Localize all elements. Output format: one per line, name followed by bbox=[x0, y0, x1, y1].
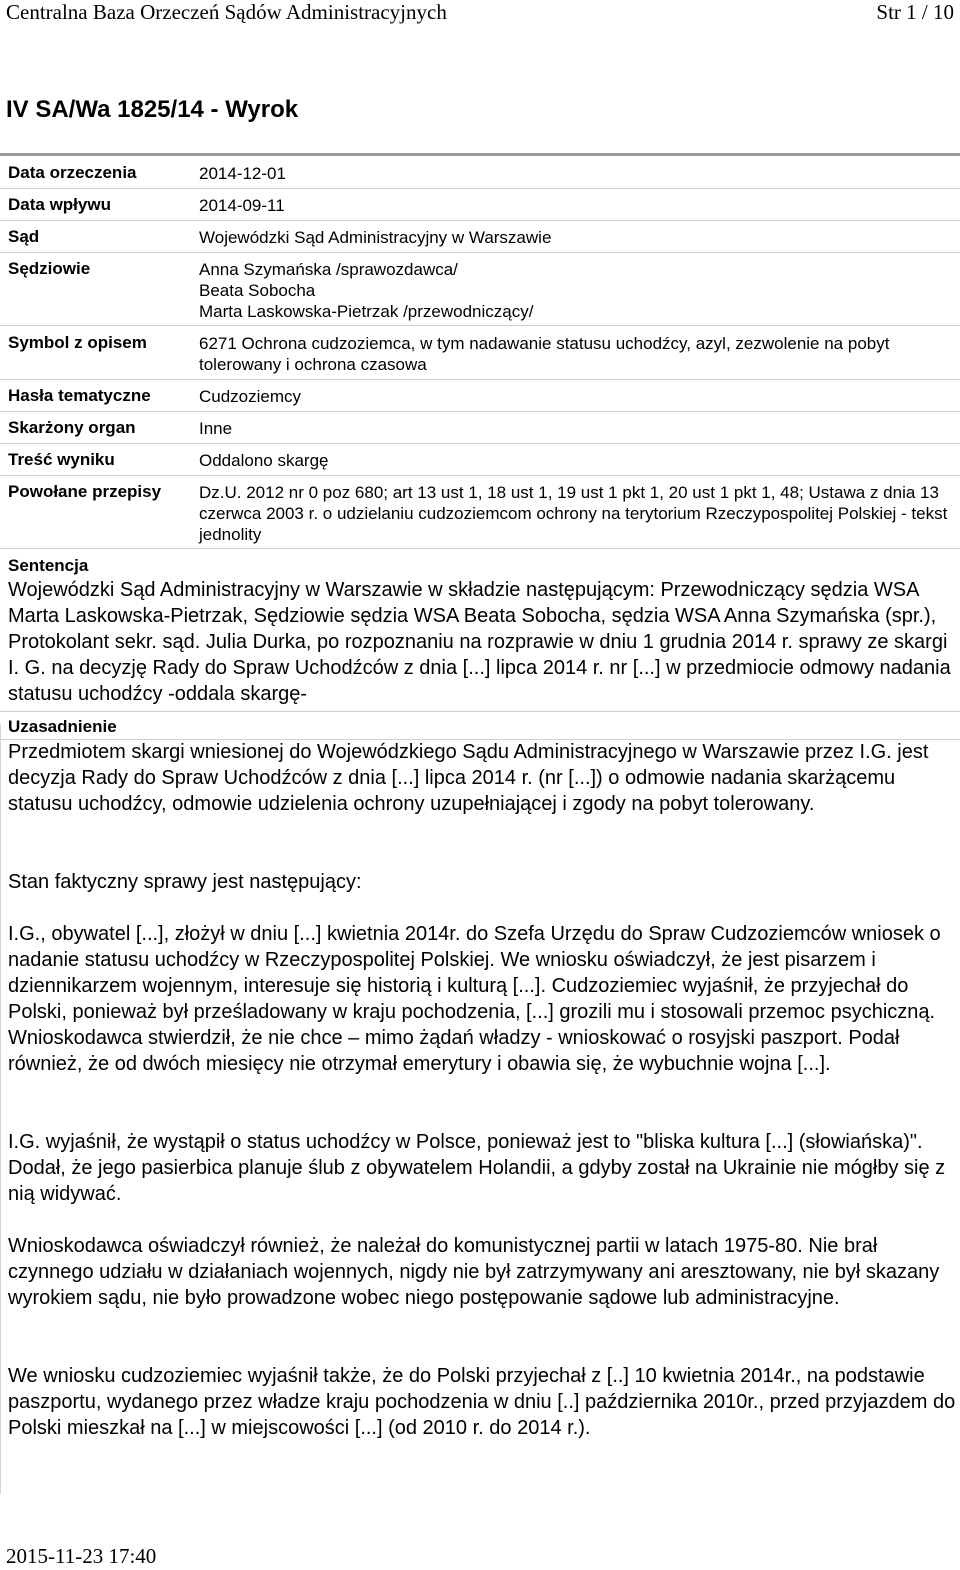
paragraph-text: Wnioskodawca oświadczył również, że należał do komunistycznej partii w latach 1975-80. Nie brał czynnego udziału w działaniach wojennych, nigdy nie był zatrzymywany ani aresztowany, nie był skazany wyrokiem sądu, nie było prowadzone wobec niego postępowanie sądowe lub administracyjne. bbox=[8, 1235, 940, 1309]
uzasadnienie-paragraph bbox=[8, 739, 956, 817]
value-data-orzeczenia: 2014-12-01 bbox=[199, 164, 286, 183]
label-hasla: Hasła tematyczne bbox=[8, 386, 151, 405]
judge-name: Anna Szymańska /sprawozdawca/ bbox=[199, 260, 458, 279]
value-sedziowie bbox=[199, 259, 953, 322]
uzasadnienie-paragraph bbox=[8, 1129, 956, 1207]
page-header bbox=[0, 0, 960, 28]
paragraph-text: Stan faktyczny sprawy jest następujący: bbox=[8, 871, 362, 893]
paragraph-text: I.G., obywatel [...], złożył w dniu [...] kwietnia 2014r. do Szefa Urzędu do Spraw Cudzoziemców wniosek o nadanie statusu uchodźcy w Rzeczypospolitej Polskiej. We wniosku oświadczył, że jest pisarzem i dziennikarzem wojennym, interesuje się historią i kulturą [...]. Cudzoziemiec wyjaśnił, że przyjechał do Polski, ponieważ był prześladowany w kraju pochodzenia, [...] grozili mu i stosowali przemoc psychiczną. Wnioskodawca stwierdził, że nie chce – mimo żądań władzy - wnioskować o rosyjski paszport. Podał również, że od dwóch miesięcy nie otrzymał emerytury i obawia się, że wybuchnie wojna [...]. bbox=[8, 923, 941, 1075]
sentencja-text bbox=[8, 577, 956, 707]
uzasadnienie-label: Uzasadnienie bbox=[8, 717, 117, 736]
row-divider bbox=[0, 188, 960, 189]
value-hasla: Cudzoziemcy bbox=[199, 387, 302, 406]
value-organ: Inne bbox=[199, 419, 233, 438]
paragraph-text: I.G. wyjaśnił, że wystąpił o status uchodźcy w Polsce, ponieważ jest to "bliska kultura [...] (słowiańska)". Dodał, że jego pasierbica planuje ślub z obywatelem Holandii, a gdyby został na Ukrainie nie mógłby się z nią widywać. bbox=[8, 1131, 946, 1205]
sentencja-paragraph: Wojewódzki Sąd Administracyjny w Warszawie w składzie następującym: Przewodniczący sędzia WSA Marta Laskowska-Pietrzak, Sędziowie sędzia WSA Beata Sobocha, sędzia WSA Anna Szymańska (spr.), Protokolant sekr. sąd. Julia Durka, po rozpoznaniu na rozprawie w dniu 1 grudnia 2014 r. sprawy ze skargi I. G. na decyzję Rady do Spraw Uchodźców z dnia [...] lipca 2014 r. nr [...] w przedmiocie odmowy nadania statusu uchodźcy -oddala skargę- bbox=[8, 579, 951, 705]
row-divider bbox=[0, 443, 960, 444]
row-divider bbox=[0, 220, 960, 221]
row-divider bbox=[0, 475, 960, 476]
uzasadnienie-paragraph bbox=[8, 869, 956, 895]
row-divider bbox=[0, 379, 960, 380]
uzasadnienie-paragraph bbox=[8, 1233, 956, 1311]
page-indicator: Str 1 / 10 bbox=[876, 0, 954, 24]
row-divider bbox=[0, 411, 960, 412]
label-symbol: Symbol z opisem bbox=[8, 333, 147, 352]
label-sad: Sąd bbox=[8, 227, 40, 246]
value-przepisy: Dz.U. 2012 nr 0 poz 680; art 13 ust 1, 18 ust 1, 19 ust 1 pkt 1, 20 ust 1 pkt 1, 48; Ustawa z dnia 13 czerwca 2003 r. o udzielaniu cudzoziemcom ochrony na terytorium Rzeczypospolitej Polskiej - tekst jednolity bbox=[199, 483, 948, 544]
sentencja-label: Sentencja bbox=[8, 556, 89, 575]
value-wynik: Oddalono skargę bbox=[199, 451, 329, 470]
margin-line bbox=[0, 724, 1, 1494]
paragraph-text: We wniosku cudzoziemiec wyjaśnił także, że do Polski przyjechał z [..] 10 kwietnia 2014r., na podstawie paszportu, wydanego przez władze kraju pochodzenia w dniu [..] października 2010r., przed przyjazdem do Polski mieszkał na [...] w miejscowości [...] (od 2010 r. do 2014 r.). bbox=[8, 1365, 956, 1439]
paragraph-text: Przedmiotem skargi wniesionej do Wojewódzkiego Sądu Administracyjnego w Warszawie przez I.G. jest decyzja Rady do Spraw Uchodźców z dnia [...] lipca 2014 r. (nr [...]) o odmowie nadania skarżącemu statusu uchodźcy, odmowie udzielenia ochrony uzupełniającej i zgody na pobyt tolerowany. bbox=[8, 741, 929, 815]
judge-name: Beata Sobocha bbox=[199, 281, 316, 300]
label-data-wplywu: Data wpływu bbox=[8, 195, 111, 214]
site-name: Centralna Baza Orzeczeń Sądów Administracyjnych bbox=[6, 0, 447, 24]
page-title: IV SA/Wa 1825/14 - Wyrok bbox=[6, 96, 299, 123]
label-wynik: Treść wyniku bbox=[8, 450, 115, 469]
judge-name: Marta Laskowska-Pietrzak /przewodniczący/ bbox=[199, 302, 534, 321]
row-divider bbox=[0, 325, 960, 326]
label-sedziowie: Sędziowie bbox=[8, 259, 91, 278]
value-symbol: 6271 Ochrona cudzoziemca, w tym nadawanie statusu uchodźcy, azyl, zezwolenie na pobyt tolerowany i ochrona czasowa bbox=[199, 334, 890, 374]
section-divider bbox=[0, 711, 960, 712]
label-data-orzeczenia: Data orzeczenia bbox=[8, 163, 137, 182]
row-divider bbox=[0, 252, 960, 253]
value-data-wplywu: 2014-09-11 bbox=[199, 196, 285, 215]
print-timestamp: 2015-11-23 17:40 bbox=[6, 1544, 157, 1568]
title-divider bbox=[0, 153, 960, 156]
uzasadnienie-paragraph bbox=[8, 1363, 956, 1441]
label-organ: Skarżony organ bbox=[8, 418, 136, 437]
row-divider bbox=[0, 548, 960, 549]
value-sad: Wojewódzki Sąd Administracyjny w Warszawie bbox=[199, 228, 552, 247]
uzasadnienie-paragraph bbox=[8, 921, 956, 1077]
label-przepisy: Powołane przepisy bbox=[8, 482, 162, 501]
